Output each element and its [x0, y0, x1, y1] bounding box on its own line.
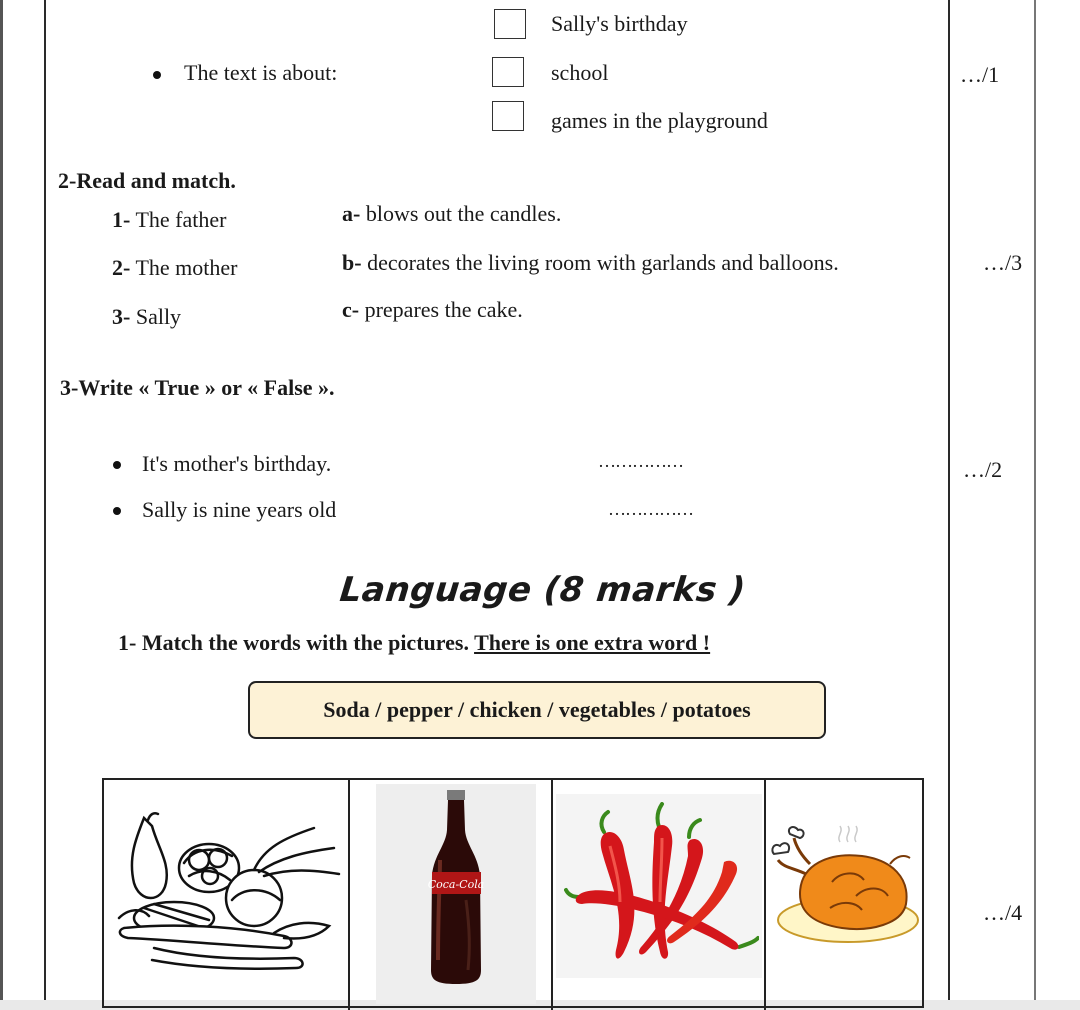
q2-right-c-letter: c-: [342, 297, 360, 322]
q1-bullet: [153, 71, 161, 79]
q2-left-3: [112, 304, 181, 330]
q2-left-3-text: Sally: [135, 304, 182, 329]
table-divider-1: [348, 780, 350, 1010]
q2-right-c: [342, 297, 523, 323]
soda-picture[interactable]: [426, 790, 486, 985]
q2-title: 2-Read and match.: [58, 168, 236, 193]
picture-table: [102, 778, 924, 1008]
q2-right-a-letter: a-: [342, 201, 361, 226]
q3-item-1-blank[interactable]: ……………: [598, 451, 683, 471]
q2-left-2: [112, 255, 237, 281]
margin-line-left: [44, 0, 46, 1000]
score-column-line: [948, 0, 950, 1000]
language-score: …/4: [983, 900, 1023, 925]
soda-bottle-logo: Coca-Cola: [427, 878, 485, 891]
q3-item-2: Sally is nine years old: [142, 497, 337, 522]
q2-left-2-num: 2-: [112, 255, 131, 280]
q3-title: 3-Write « True » or « False ».: [60, 375, 335, 400]
vegetables-picture[interactable]: [114, 808, 344, 978]
language-instruction-main: 1- Match the words with the pictures.: [118, 630, 469, 655]
q2-right-b-letter: b-: [342, 250, 362, 275]
language-instruction-extra: There is one extra word !: [474, 630, 711, 655]
q1-option-3-checkbox[interactable]: [492, 101, 524, 131]
q1-option-1-checkbox[interactable]: [494, 9, 526, 39]
q1-option-1-label: Sally's birthday: [551, 11, 688, 36]
q2-left-3-num: 3-: [112, 304, 131, 329]
language-instruction: [118, 630, 710, 656]
q2-right-c-text: prepares the cake.: [364, 297, 523, 322]
q2-left-1: [112, 207, 226, 233]
table-divider-3: [764, 780, 766, 1010]
page-edge-right: [1034, 0, 1036, 1000]
q3-item-2-blank[interactable]: ……………: [608, 499, 693, 519]
q2-score: …/3: [983, 250, 1023, 275]
q2-right-a-text: blows out the candles.: [365, 201, 562, 226]
language-heading: Language (8 marks ): [337, 570, 748, 610]
pepper-picture[interactable]: [564, 802, 759, 972]
q3-bullet-2: [113, 507, 121, 515]
q3-bullet-1: [113, 461, 121, 469]
q3-item-1: It's mother's birthday.: [142, 451, 332, 476]
q2-right-b-text: decorates the living room with garlands and balloons.: [367, 250, 839, 275]
word-bank: Soda / pepper / chicken / vegetables / potatoes: [248, 681, 826, 739]
q2-right-b: [342, 250, 839, 276]
q3-score: …/2: [963, 457, 1003, 482]
q2-left-1-text: The father: [135, 207, 227, 232]
q1-option-2-checkbox[interactable]: [492, 57, 524, 87]
table-divider-2: [551, 780, 553, 1010]
q1-option-3-label: games in the playground: [551, 108, 768, 133]
page-edge-left: [0, 0, 3, 1000]
q1-option-2-label: school: [551, 60, 609, 85]
q1-prompt: The text is about:: [184, 60, 338, 85]
q1-score: …/1: [960, 62, 1000, 87]
chicken-picture[interactable]: [770, 824, 922, 954]
q2-left-2-text: The mother: [135, 255, 238, 280]
q2-left-1-num: 1-: [112, 207, 131, 232]
q2-right-a: [342, 201, 561, 227]
